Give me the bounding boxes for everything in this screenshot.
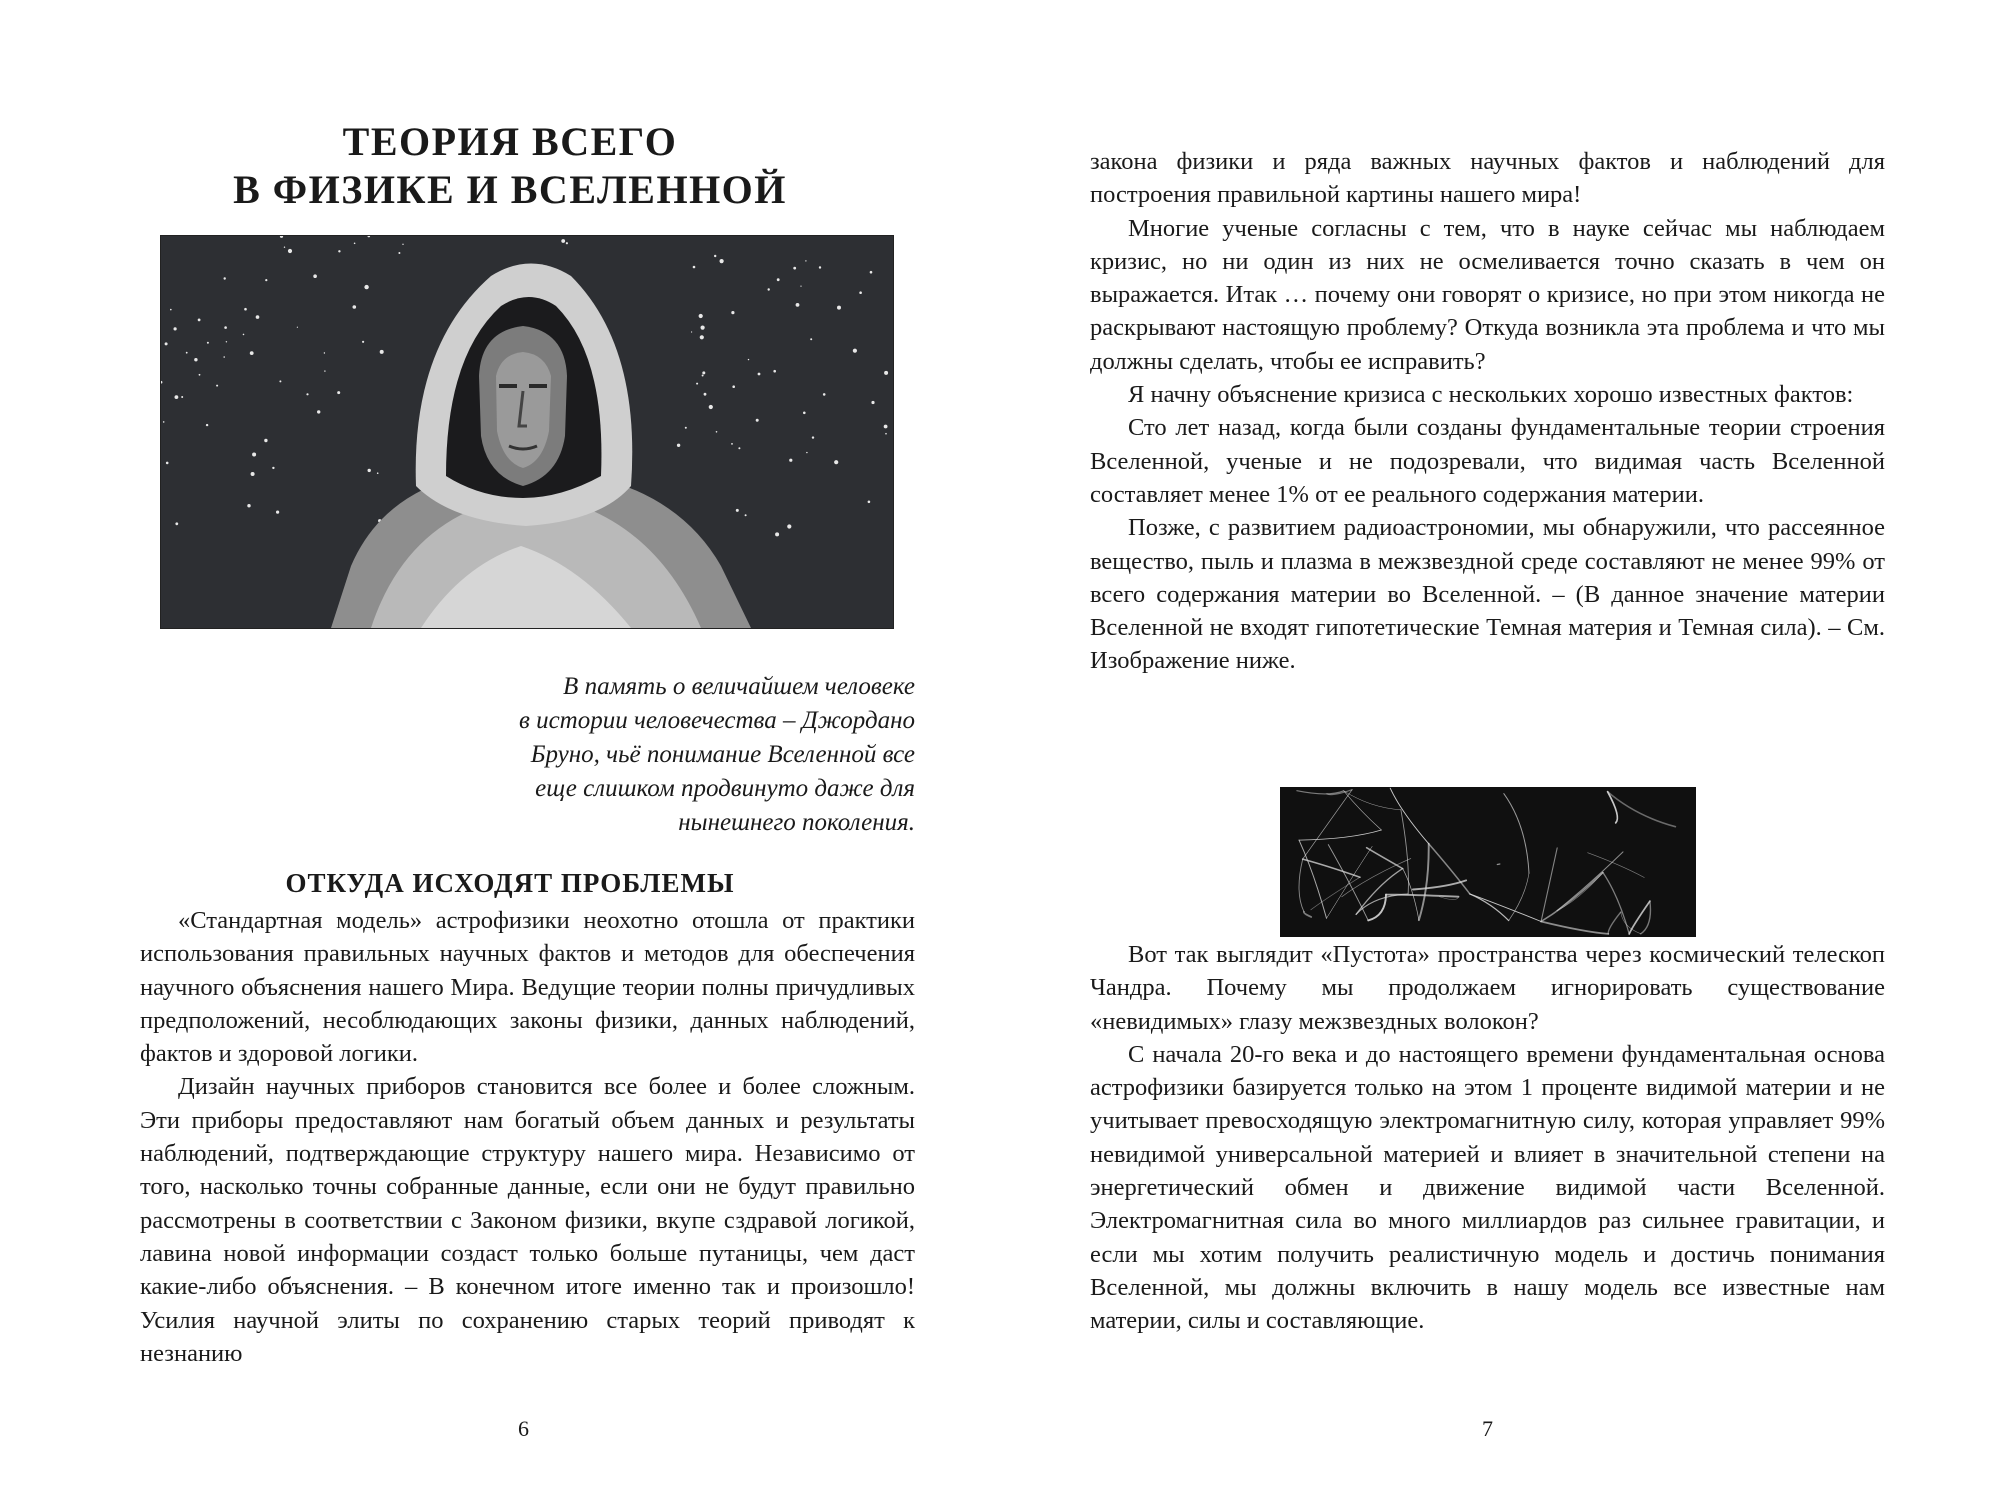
- star-dot: [756, 419, 759, 422]
- epigraph-line: еще слишком продвинуто даже для: [535, 775, 915, 802]
- star-dot: [714, 255, 716, 257]
- star-dot: [699, 314, 703, 318]
- paragraph: Дизайн научных приборов становится все более и более сложным. Эти приборы предоставляют нам богатый объем данных и результаты наблюдений, подтверждающие структуру нашего мира. Независимо от того, насколько точны собранные данные, если они не будут правильно рассмотрены в соответствии с Законом физики, вкупе сздравой логикой, лавина новой информации создаст только больше путаницы, чем даст какие-либо объяснения. – В конечном итоге именно так и произошло! Усилия научной элиты по сохранению старых теорий приводят к незнанию: [140, 1073, 915, 1367]
- star-dot: [256, 315, 260, 319]
- hooded-statue-image: [160, 235, 894, 629]
- star-dot: [194, 358, 197, 361]
- star-dot: [709, 405, 713, 409]
- star-dot: [693, 266, 696, 269]
- right-body-text-bottom: [1090, 938, 1885, 1338]
- star-dot: [775, 532, 779, 536]
- star-dot: [163, 421, 165, 423]
- star-dot: [738, 447, 740, 449]
- star-dot: [805, 260, 806, 261]
- star-dot: [353, 305, 357, 309]
- star-dot: [789, 459, 792, 462]
- star-dot: [773, 370, 776, 373]
- star-dot: [748, 359, 749, 360]
- star-dot: [224, 326, 227, 329]
- paragraph: Позже, с развитием радиоастрономии, мы обнаружили, что рассеянное вещество, пыль и плазма в межзвездной среде составляют не менее 99% от всего содержания материи во Вселенной. – (В данное значение материи Вселенной не входят гипотетические Темная материя и Темная сила). – См. Изображение ниже.: [1090, 514, 1885, 675]
- star-dot: [338, 250, 340, 252]
- star-dot: [870, 271, 873, 274]
- star-dot: [859, 291, 862, 294]
- star-dot: [284, 247, 285, 248]
- star-dot: [368, 469, 371, 472]
- paragraph: закона физики и ряда важных научных фактов и наблюдений для построения правильной картины нашего мира!: [1090, 148, 1885, 209]
- star-dot: [306, 393, 308, 395]
- star-dot: [768, 288, 770, 290]
- star-dot: [364, 285, 368, 289]
- star-dot: [165, 342, 168, 345]
- star-dot: [720, 259, 724, 263]
- star-dot: [276, 511, 279, 514]
- paragraph: Я начну объяснение кризиса с нескольких хорошо известных фактов:: [1128, 381, 1854, 409]
- star-dot: [175, 395, 179, 399]
- star-dot: [398, 252, 400, 254]
- page-number-right: 7: [1482, 1416, 1493, 1441]
- star-dot: [561, 239, 565, 243]
- star-dot: [837, 306, 841, 310]
- star-dot: [252, 453, 256, 457]
- star-dot: [696, 383, 698, 385]
- star-dot: [834, 460, 838, 464]
- section-title: ОТКУДА ИСХОДЯТ ПРОБЛЕМЫ: [285, 868, 735, 898]
- star-dot: [810, 338, 812, 340]
- filament-line: [1497, 864, 1500, 865]
- star-dot: [362, 341, 364, 343]
- star-dot: [402, 244, 403, 245]
- star-dot: [793, 267, 796, 270]
- star-dot: [297, 327, 298, 328]
- star-dot: [337, 391, 340, 394]
- paragraph: Сто лет назад, когда были созданы фундаментальные теории строения Вселенной, ученые и не подозревали, что видимая часть Вселенной составляет менее 1% от ее реального содержания материи.: [1090, 414, 1885, 508]
- chapter-title: [140, 118, 880, 214]
- chapter-title-line-1: ТЕОРИЯ ВСЕГО: [342, 119, 678, 164]
- star-dot: [787, 524, 791, 528]
- star-dot: [704, 393, 707, 396]
- star-dot: [380, 350, 384, 354]
- paragraph: «Стандартная модель» астрофизики неохотно отошла от практики использования правильных научных фактов и методов для обеспечения научного объяснения нашего Мира. Ведущие теории полны причудливых предположений, несоблюдающих законы физики, данных наблюдений, фактов и здоровой логики.: [140, 907, 915, 1068]
- star-dot: [736, 509, 739, 512]
- star-dot: [731, 311, 734, 314]
- star-dot: [264, 439, 267, 442]
- star-dot: [288, 249, 292, 253]
- paragraph: С начала 20-го века и до настоящего времени фундаментальная основа астрофизики базируется только на этом 1 проценте видимой материи и не учитывает превосходящую электромагнитную силу, которая управляет 99% невидимой универсальной материей и влияет в значительной степени на энергетический обмен и движение видимой части Вселенной. Электромагнитная сила во много миллиардов раз сильнее гравитации, и если мы хотим получить реалистичную модель и достичь понимания Вселенной, мы должны включить в нашу модель все известные нам материи, силы и составляющие.: [1090, 1040, 1885, 1335]
- star-dot: [224, 277, 226, 279]
- star-dot: [174, 327, 177, 330]
- star-dot: [716, 431, 718, 433]
- star-dot: [216, 385, 218, 387]
- paragraph: Многие ученые согласны с тем, что в науке сейчас мы наблюдаем кризис, но ни один из них не осмеливается точно сказать в чем он выражается. Итак … почему они говорят о кризисе, но при этом никогда не раскрывают настоящую проблему? Откуда возникла эта проблема и что мы должны сделать, чтобы ее исправить?: [1090, 214, 1885, 375]
- epigraph: [430, 670, 915, 840]
- star-dot: [223, 356, 225, 358]
- star-dot: [354, 243, 356, 245]
- star-dot: [812, 436, 814, 438]
- page-number-left: 6: [518, 1416, 529, 1441]
- epigraph-line: нынешнего поколения.: [678, 809, 915, 836]
- star-dot: [186, 352, 188, 354]
- star-dot: [885, 433, 887, 435]
- cosmic-web-image: [1280, 787, 1696, 937]
- star-dot: [198, 319, 201, 322]
- star-dot: [244, 308, 247, 311]
- star-dot: [377, 472, 379, 474]
- paragraph: Вот так выглядит «Пустота» пространства через космический телескоп Чандра. Почему мы продолжаем игнорировать существование «невидимых» глазу межзвездных волокон?: [1090, 941, 1885, 1035]
- star-dot: [247, 504, 250, 507]
- star-dot: [324, 370, 325, 371]
- star-dot: [731, 443, 733, 445]
- epigraph-line: в истории человечества – Джордано: [518, 707, 915, 734]
- star-dot: [691, 331, 692, 332]
- star-dot: [324, 352, 325, 353]
- star-dot: [226, 341, 227, 342]
- epigraph-line: В память о величайшем человеке: [563, 673, 915, 700]
- star-dot: [566, 242, 568, 244]
- star-dot: [702, 375, 704, 377]
- star-dot: [701, 326, 705, 330]
- star-dot: [803, 412, 806, 415]
- star-dot: [871, 401, 874, 404]
- star-dot: [265, 279, 267, 281]
- star-dot: [819, 266, 821, 268]
- star-dot: [732, 385, 735, 388]
- star-dot: [702, 371, 705, 374]
- star-dot: [677, 444, 680, 447]
- star-dot: [868, 501, 871, 504]
- star-dot: [777, 278, 780, 281]
- star-dot: [279, 380, 281, 382]
- star-dot: [181, 396, 183, 398]
- star-dot: [170, 309, 172, 311]
- star-dot: [250, 351, 254, 355]
- star-dot: [207, 342, 209, 344]
- star-dot: [251, 472, 255, 476]
- left-body-text: [140, 904, 915, 1370]
- star-dot: [745, 514, 747, 516]
- star-dot: [700, 335, 704, 339]
- star-dot: [272, 467, 274, 469]
- star-dot: [823, 393, 826, 396]
- star-dot: [884, 371, 888, 375]
- star-dot: [175, 522, 178, 525]
- star-dot: [685, 427, 687, 429]
- chapter-title-line-2: В ФИЗИКЕ И ВСЕЛЕННОЙ: [233, 167, 787, 212]
- star-dot: [313, 274, 317, 278]
- epigraph-line: Бруно, чьё понимание Вселенной все: [530, 741, 915, 768]
- star-dot: [206, 424, 208, 426]
- star-dot: [884, 425, 888, 429]
- star-dot: [317, 410, 320, 413]
- right-page: [1000, 0, 2000, 1508]
- star-dot: [758, 373, 761, 376]
- star-dot: [853, 349, 857, 353]
- star-dot: [796, 303, 800, 307]
- right-body-text-top: [1090, 145, 1885, 678]
- star-dot: [806, 452, 807, 453]
- star-dot: [199, 374, 201, 376]
- star-dot: [800, 286, 801, 287]
- star-dot: [166, 462, 169, 465]
- star-dot: [243, 334, 245, 336]
